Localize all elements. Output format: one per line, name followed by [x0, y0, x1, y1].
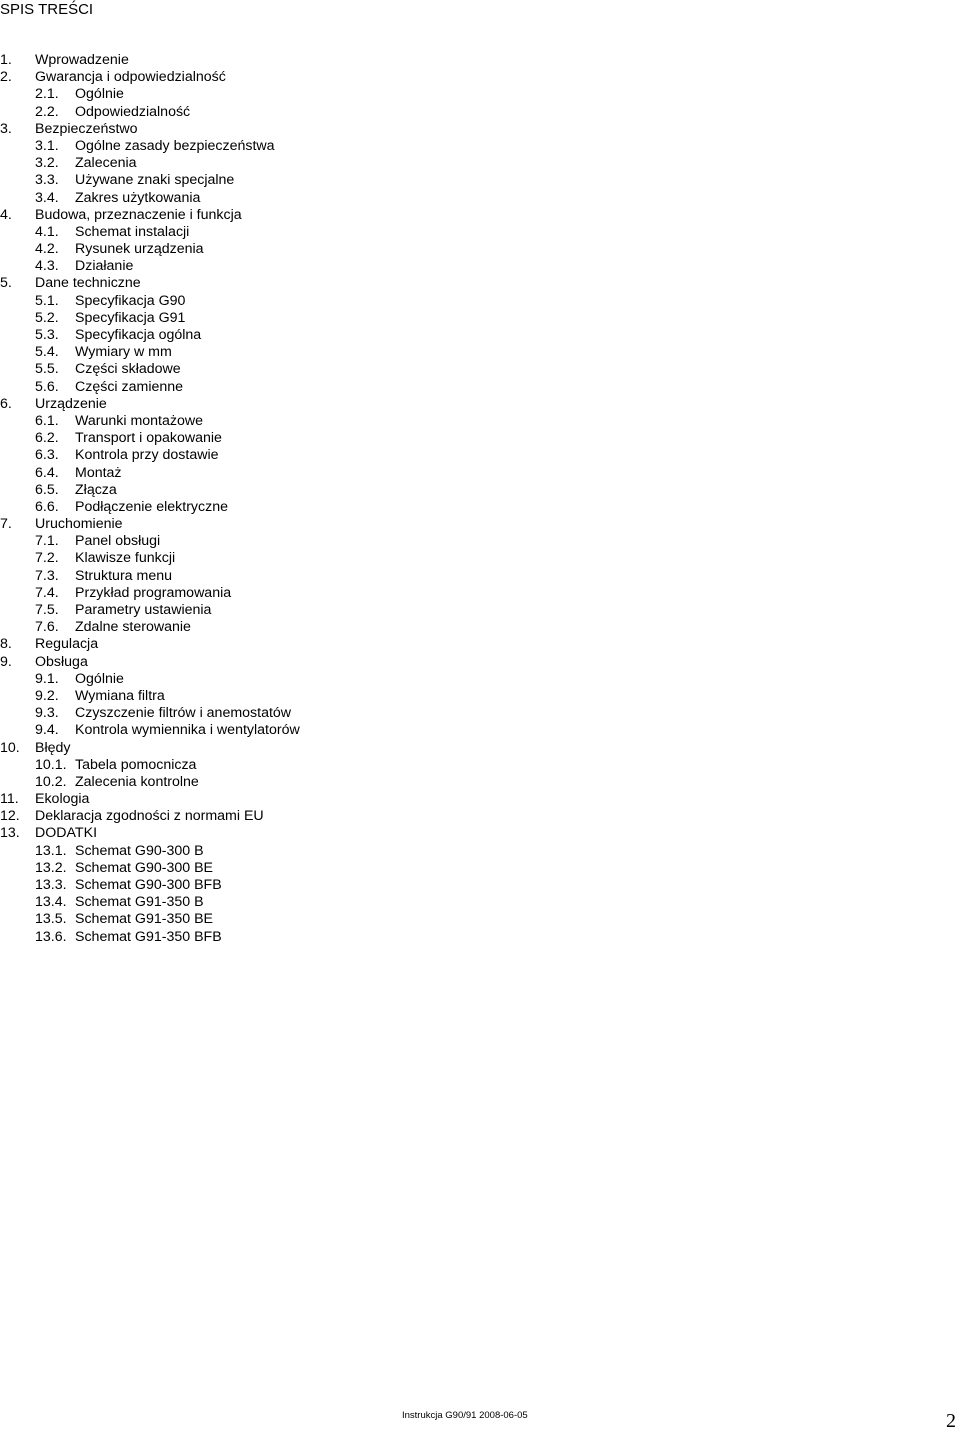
toc-entry-label: Tabela pomocnicza [75, 756, 197, 773]
toc-entry-label: Budowa, przeznaczenie i funkcja [35, 206, 242, 223]
toc-entry-label: Parametry ustawienia [75, 602, 212, 618]
toc-entry-label: Kontrola przy dostawie [75, 447, 219, 464]
toc-entry [0, 843, 520, 860]
toc-entry [0, 774, 520, 791]
toc-entry-number: 9.2. [35, 687, 59, 704]
toc-entry-number: 13. [0, 825, 20, 842]
toc-entry-label: Części składowe [75, 361, 181, 378]
toc-entry-number: 10. [0, 739, 20, 756]
toc-entry-number: 6.2. [35, 430, 59, 447]
toc-entry-label: Uruchomienie [35, 516, 123, 533]
toc-entry-label: Kontrola wymiennika i wentylatorów [75, 722, 300, 739]
toc-entry-label: Wprowadzenie [35, 52, 129, 68]
toc-entry-label: Urządzenie [35, 395, 107, 412]
toc-entry-label: Odpowiedzialność [75, 103, 191, 120]
toc-entry-number: 13.5. [35, 911, 67, 928]
toc-entry [0, 825, 520, 842]
toc-entry [0, 465, 520, 482]
toc-entry-label: Zdalne sterowanie [75, 619, 191, 636]
toc-entry-label: Schemat G90-300 B [75, 842, 204, 859]
toc-entry-number: 6. [0, 395, 12, 412]
toc-entry-number: 2.1. [35, 86, 59, 103]
toc-entry-number: 6.3. [35, 447, 59, 464]
toc-entry-number: 9.4. [35, 722, 59, 739]
toc-entry-label: Działanie [75, 258, 134, 275]
toc-entry [0, 121, 520, 138]
toc-entry [0, 585, 520, 602]
toc-entry-label: Specyfikacja G90 [75, 292, 186, 309]
toc-entry-number: 7.2. [35, 550, 59, 567]
toc-entry-number: 7.6. [35, 619, 59, 636]
toc-entry-label: Deklaracja zgodności z normami EU [35, 808, 264, 825]
toc-entry-number: 1. [0, 52, 12, 68]
toc-entry-number: 8. [0, 636, 12, 653]
toc-entry-label: Podłączenie elektryczne [75, 498, 228, 515]
toc-entry [0, 808, 520, 825]
toc-entry [0, 190, 520, 207]
toc-entry-number: 4.2. [35, 241, 59, 258]
toc-entry-label: Obsługa [35, 653, 88, 670]
toc-entry [0, 619, 520, 636]
toc-entry [0, 327, 520, 344]
toc-entry [0, 293, 520, 310]
toc-entry-label: Błędy [35, 739, 71, 756]
toc-entry-label: Przykład programowania [75, 584, 232, 601]
toc-entry-number: 13.6. [35, 928, 67, 945]
toc-entry [0, 52, 520, 69]
toc-entry-number: 9.3. [35, 705, 59, 722]
toc-entry [0, 722, 520, 739]
toc-entry [0, 482, 520, 499]
toc-entry [0, 344, 520, 361]
toc-entry [0, 929, 520, 946]
toc-entry-label: Panel obsługi [75, 533, 161, 550]
table-of-contents [0, 52, 520, 946]
toc-entry [0, 757, 520, 774]
toc-entry-number: 12. [0, 808, 20, 825]
toc-entry [0, 654, 520, 671]
toc-entry-label: Ogólne zasady bezpieczeństwa [75, 137, 275, 154]
toc-entry-number: 2.2. [35, 103, 59, 120]
toc-entry-number: 6.5. [35, 481, 59, 498]
toc-entry [0, 361, 520, 378]
toc-entry-label: Dane techniczne [35, 275, 141, 292]
toc-entry [0, 104, 520, 121]
toc-entry-label: Klawisze funkcji [75, 550, 176, 567]
toc-entry-number: 5.5. [35, 361, 59, 378]
toc-entry-number: 5.6. [35, 378, 59, 395]
toc-entry-number: 13.3. [35, 877, 67, 893]
toc-entry [0, 860, 520, 877]
toc-entry-number: 3.2. [35, 155, 59, 172]
toc-entry [0, 636, 520, 653]
toc-entry [0, 86, 520, 103]
toc-entry [0, 894, 520, 911]
toc-entry [0, 877, 520, 894]
toc-entry [0, 447, 520, 464]
footer-document-info: Instrukcja G90/91 2008-06-05 [402, 1410, 528, 1421]
toc-entry-number: 13.4. [35, 894, 67, 911]
toc-entry [0, 911, 520, 928]
toc-entry-number: 11. [0, 791, 19, 808]
toc-entry [0, 550, 520, 567]
toc-entry [0, 207, 520, 224]
toc-entry-number: 3.1. [35, 137, 59, 154]
toc-entry [0, 705, 520, 722]
toc-entry-label: Schemat G90-300 BFB [75, 877, 222, 893]
toc-entry-label: Części zamienne [75, 378, 184, 395]
toc-entry-label: Specyfikacja ogólna [75, 327, 202, 343]
toc-entry [0, 533, 520, 550]
toc-entry-label: Zakres użytkowania [75, 189, 201, 206]
toc-entry-number: 13.1. [35, 842, 67, 859]
toc-entry-label: Schemat G91-350 BE [75, 911, 214, 928]
toc-entry-number: 9. [0, 653, 12, 670]
page-title: SPIS TREŚCI [0, 1, 94, 18]
toc-entry-number: 7.1. [35, 533, 59, 550]
toc-entry [0, 275, 520, 292]
toc-entry-number: 6.6. [35, 498, 59, 515]
toc-entry-number: 7. [0, 516, 12, 533]
toc-entry-number: 3.3. [35, 172, 59, 189]
toc-entry-label: Ogólnie [75, 670, 124, 687]
toc-entry [0, 310, 520, 327]
toc-entry-label: Struktura menu [75, 567, 172, 584]
toc-entry-number: 2. [0, 69, 12, 86]
toc-entry-number: 5.4. [35, 344, 59, 361]
toc-entry-label: Transport i opakowanie [75, 430, 222, 447]
toc-entry [0, 241, 520, 258]
toc-entry [0, 568, 520, 585]
toc-entry-label: Schemat G90-300 BE [75, 859, 214, 876]
toc-entry [0, 138, 520, 155]
toc-entry-number: 4.3. [35, 258, 59, 275]
toc-entry-label: Rysunek urządzenia [75, 241, 204, 258]
toc-entry-number: 5. [0, 275, 12, 292]
toc-entry [0, 602, 520, 619]
toc-entry [0, 740, 520, 757]
toc-entry-number: 3. [0, 120, 12, 137]
toc-entry-label: Wymiana filtra [75, 687, 165, 704]
toc-entry-label: Bezpieczeństwo [35, 120, 138, 137]
toc-entry-label: Montaż [75, 464, 122, 481]
toc-entry-label: Używane znaki specjalne [75, 172, 235, 189]
toc-entry-label: Złącza [75, 481, 117, 498]
toc-entry-number: 10.1. [35, 756, 67, 773]
toc-entry-number: 5.1. [35, 292, 59, 309]
toc-entry-label: Specyfikacja G91 [75, 309, 186, 326]
toc-entry-label: Gwarancja i odpowiedzialność [35, 69, 226, 86]
toc-entry-number: 5.2. [35, 309, 59, 326]
toc-entry [0, 413, 520, 430]
toc-entry-label: Zalecenia kontrolne [75, 773, 199, 790]
toc-entry-label: Schemat G91-350 B [75, 894, 204, 911]
toc-entry-label: Schemat instalacji [75, 223, 190, 240]
toc-entry [0, 379, 520, 396]
toc-entry [0, 791, 520, 808]
toc-entry-number: 6.4. [35, 464, 59, 481]
toc-entry-label: Wymiary w mm [75, 344, 172, 361]
toc-entry-number: 5.3. [35, 327, 59, 343]
toc-entry-label: Ogólnie [75, 86, 124, 103]
toc-entry-label: Ekologia [35, 791, 90, 808]
toc-entry-label: Schemat G91-350 BFB [75, 928, 222, 945]
toc-entry-number: 4.1. [35, 223, 59, 240]
toc-entry [0, 396, 520, 413]
toc-entry [0, 516, 520, 533]
toc-entry-number: 7.4. [35, 584, 59, 601]
toc-entry-label: Regulacja [35, 636, 99, 653]
toc-entry-number: 9.1. [35, 670, 59, 687]
toc-entry-number: 10.2. [35, 773, 67, 790]
toc-entry [0, 155, 520, 172]
toc-entry-number: 6.1. [35, 412, 59, 429]
toc-entry [0, 430, 520, 447]
page-number: 2 [946, 1410, 956, 1432]
toc-entry [0, 688, 520, 705]
toc-entry-label: Czyszczenie filtrów i anemostatów [75, 705, 292, 722]
toc-entry [0, 499, 520, 516]
toc-entry [0, 224, 520, 241]
toc-entry [0, 172, 520, 189]
toc-entry-number: 7.3. [35, 567, 59, 584]
toc-entry-label: Zalecenia [75, 155, 137, 172]
toc-entry-number: 7.5. [35, 602, 59, 618]
toc-entry-label: Warunki montażowe [75, 412, 203, 429]
toc-entry [0, 671, 520, 688]
toc-entry-number: 4. [0, 206, 12, 223]
toc-entry-number: 3.4. [35, 189, 59, 206]
toc-entry-number: 13.2. [35, 859, 67, 876]
toc-entry [0, 69, 520, 86]
toc-entry-label: DODATKI [35, 825, 98, 842]
toc-entry [0, 258, 520, 275]
